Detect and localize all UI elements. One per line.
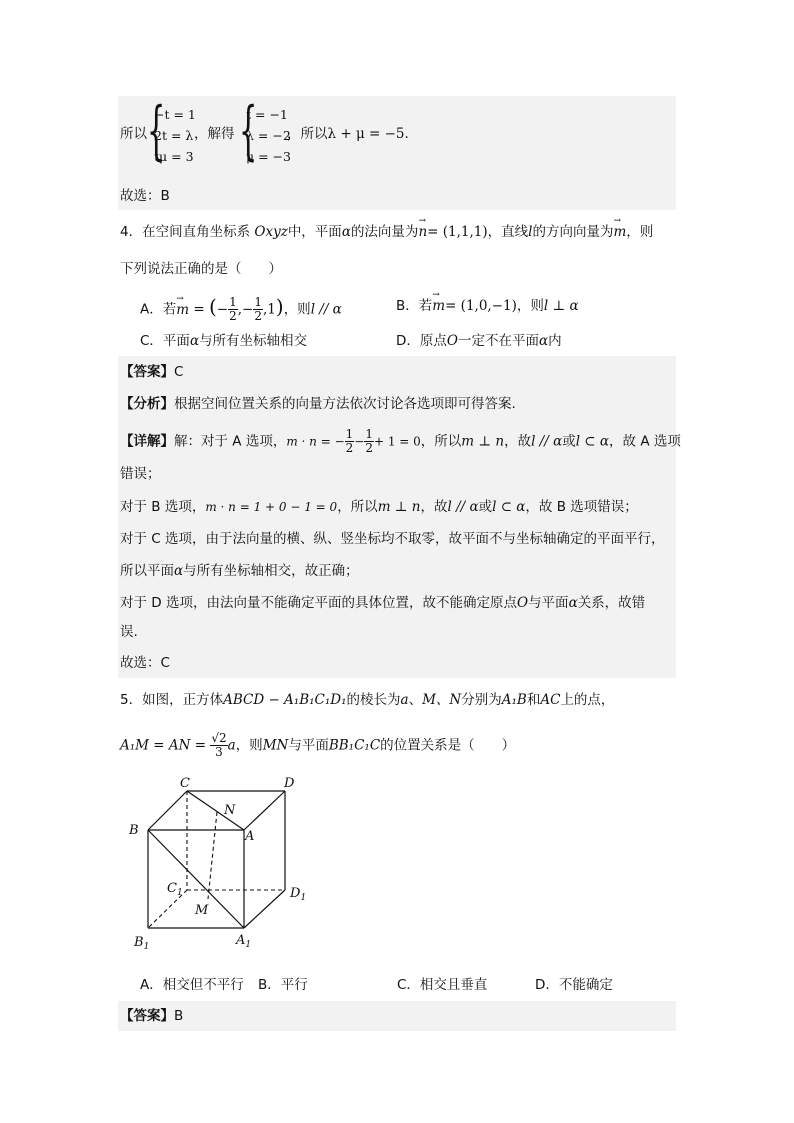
q3-choice: 故选：B bbox=[120, 188, 170, 204]
q4-detail-c2: 所以平面α与所有坐标轴相交，故正确； bbox=[120, 563, 359, 579]
q5-option-a: A．相交但不平行 bbox=[140, 977, 244, 993]
q5-option-d: D．不能确定 bbox=[535, 977, 613, 993]
q4-detail-d1: 对于 D 选项，由法向量不能确定平面的具体位置，故不能确定原点O与平面α关系，故错 bbox=[120, 595, 646, 611]
label-A: A bbox=[245, 829, 255, 844]
q4-detail-a-cont: 错误； bbox=[120, 466, 161, 482]
q4-stem-line2: 下列说法正确的是（ ） bbox=[120, 261, 282, 277]
q3-solve-word: ，解得 bbox=[194, 126, 235, 142]
q3-solution-block bbox=[118, 96, 676, 210]
label-C1: $C_1$ bbox=[167, 881, 183, 898]
q4-choice: 故选：C bbox=[120, 655, 170, 671]
q4-detail-a: 【详解】解：对于 A 选项，m · n = − $\frac{1}{2}$ − $\frac{1}{2}$ + 1 = 0，所以m ⊥ n，故l // α或l ⊂ α，故 A 选项 bbox=[120, 427, 681, 455]
label-D: D bbox=[284, 776, 295, 791]
q3-result: ，所以λ + μ = −5. bbox=[287, 126, 409, 142]
q5-stem-line1: 5．如图，正方体ABCD − A₁B₁C₁D₁的棱长为a、M、N分别为A₁B和AC上的点， bbox=[120, 692, 615, 708]
q4-option-a: A．若→ m = (− $\frac{1}{2}$ ,− $\frac{1}{2}$ ,1)，则l // α bbox=[140, 296, 342, 323]
q4-option-b: B．若→ m= (1,0,−1)，则l ⊥ α bbox=[396, 296, 579, 316]
q3-system-line: 所以 bbox=[120, 126, 147, 142]
q3-system-1: −t = 1 2t = λ tμ = 3 bbox=[154, 107, 196, 164]
label-C: C bbox=[180, 776, 190, 791]
label-M: M bbox=[195, 903, 209, 918]
q4-detail-b: 对于 B 选项，m · n = 1 + 0 − 1 = 0，所以m ⊥ n，故l // α或l ⊂ α，故 B 选项错误； bbox=[120, 499, 638, 515]
q4-stem-line1: 4．在空间直角坐标系 Oxyz中，平面α的法向量为→ n= (1,1,1)，直线l的方向向量为→ m，则 bbox=[120, 222, 653, 242]
q3-system-2: t = −1 λ = −2 μ = −3 bbox=[246, 107, 291, 164]
q5-option-c: C．相交且垂直 bbox=[397, 977, 488, 993]
label-B: B bbox=[129, 823, 139, 838]
label-D1: $D_1$ bbox=[290, 886, 307, 903]
q4-option-c: C．平面α与所有坐标轴相交 bbox=[140, 333, 308, 349]
q4-answer: 【答案】C bbox=[120, 364, 184, 380]
q4-option-d: D．原点O一定不在平面α内 bbox=[396, 333, 562, 349]
brace-2: { bbox=[239, 94, 258, 168]
q5-option-b: B．平行 bbox=[258, 977, 308, 993]
q5-stem-line2: A₁M = AN = $\frac{√2}{3}$ a，则MN与平面BB₁C₁C的位置关系是（ ） bbox=[120, 731, 516, 759]
q4-detail-d2: 误. bbox=[120, 624, 138, 640]
q5-answer: 【答案】B bbox=[120, 1008, 184, 1024]
cube-figure bbox=[120, 770, 320, 955]
brace-1: { bbox=[147, 94, 166, 168]
label-N: N bbox=[224, 803, 236, 818]
q4-analysis: 【分析】根据空间位置关系的向量方法依次讨论各选项即可得答案. bbox=[120, 396, 516, 412]
label-B1: $B_1$ bbox=[134, 935, 150, 952]
label-A1: $A_1$ bbox=[236, 933, 252, 950]
q4-detail-c1: 对于 C 选项，由于法向量的横、纵、竖坐标均不取零，故平面不与坐标轴确定的平面平行， bbox=[120, 531, 665, 547]
q5-answer-block bbox=[118, 1001, 676, 1031]
